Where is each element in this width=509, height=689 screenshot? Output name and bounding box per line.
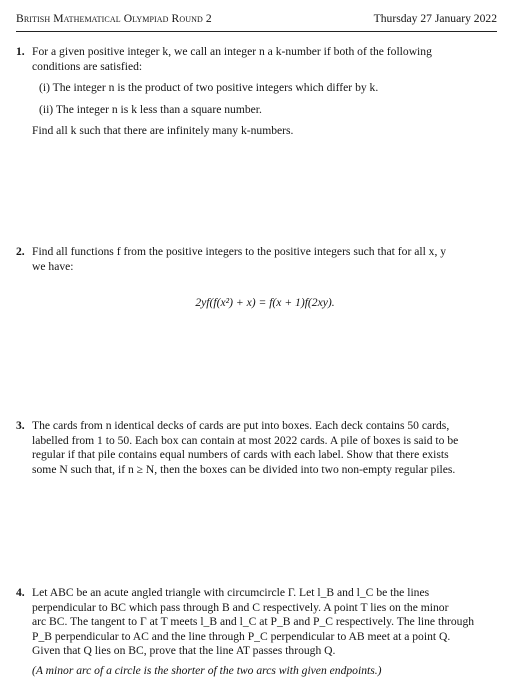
problem-question: Find all k such that there are infinitely many k-numbers. (32, 124, 294, 138)
problem-text-line: For a given positive integer k, we call an integer n a k-number if both of the following (32, 45, 432, 58)
condition-item: (i) The integer n is the product of two positive integers which differ by k. (39, 81, 379, 95)
competition-title: British Mathematical Olympiad Round 2 (16, 12, 212, 25)
problem-text-line: Given that Q lies on BC, prove that the line AT passes through Q. (32, 644, 336, 658)
problem-text-line: conditions are satisfied: (32, 59, 143, 73)
problem-text-line: Let ABC be an acute angled triangle with circumcircle Γ. Let l_B and l_C be the lines (32, 586, 430, 599)
problem-number: 4. (16, 586, 25, 599)
exam-date: Thursday 27 January 2022 (373, 12, 497, 25)
page-header (16, 12, 497, 28)
problem-text-line: regular if that pile contains equal numbers of cards with each label. Show that there exists (32, 448, 449, 462)
problem-text-line: The cards from n identical decks of cards are put into boxes. Each deck contains 50 cards, (32, 419, 450, 432)
problem-1 (16, 45, 498, 139)
condition-item: (ii) The integer n is k less than a square number. (39, 102, 262, 116)
problem-text-line: P_B perpendicular to AC and the line through P_C perpendicular to AB meet at a point Q. (32, 629, 451, 643)
problem-number: 2. (16, 245, 25, 258)
header-rule (16, 31, 497, 32)
problem-4 (16, 586, 498, 679)
problem-note: (A minor arc of a circle is the shorter of the two arcs with given endpoints.) (32, 663, 382, 677)
problem-text-line: labelled from 1 to 50. Each box can contain at most 2022 cards. A pile of boxes is said to be (32, 433, 459, 447)
functional-equation: 2yf(f(x²) + x) = f(x + 1)f(2xy). (195, 296, 335, 310)
problem-text-line: arc BC. The tangent to Γ at T meets l_B and l_C at P_B and P_C respectively. The line through (32, 615, 475, 629)
problem-text-line: some N such that, if n ≥ N, then the boxes can be divided into two non-empty regular piles. (32, 462, 456, 476)
problem-text-line: Find all functions f from the positive integers to the positive integers such that for all x, y (32, 245, 447, 258)
problem-number: 3. (16, 419, 25, 432)
problem-number: 1. (16, 45, 25, 58)
problem-2 (16, 245, 498, 311)
problem-text-line: we have: (32, 259, 74, 273)
problem-text-line: perpendicular to BC which pass through B and C respectively. A point T lies on the minor (32, 600, 449, 614)
problem-3 (16, 419, 498, 477)
